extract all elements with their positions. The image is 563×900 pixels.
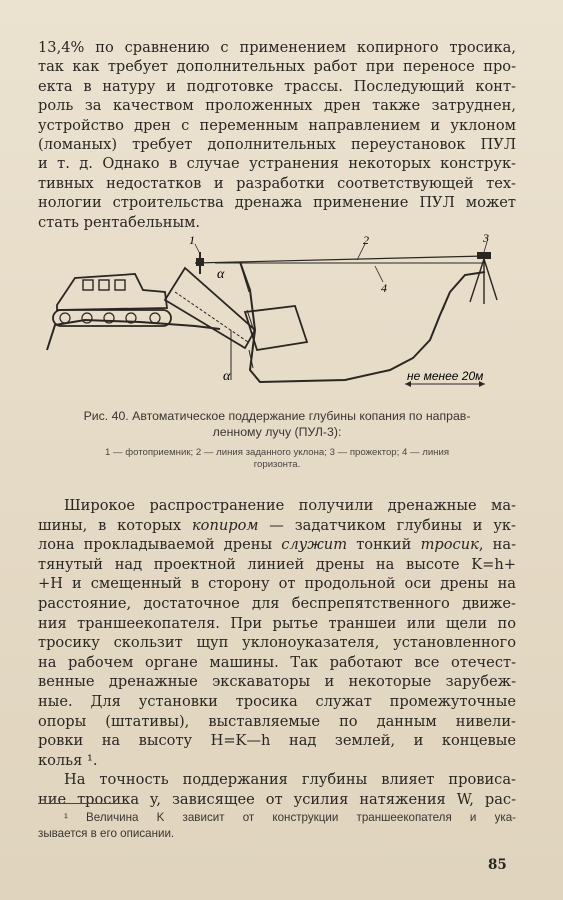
track-wheel xyxy=(82,313,92,323)
text-line: ные. Для установки тросика служат промежуточные xyxy=(38,692,516,710)
text-run: , на- xyxy=(478,536,516,554)
text-line: тивных недостатков и разработки соответствующей тех- xyxy=(38,174,516,192)
text-run: лона прокладываемой дрены xyxy=(38,536,282,554)
digging-boom xyxy=(165,268,255,348)
emphasis: служит xyxy=(281,536,348,554)
text-line: колья ¹. xyxy=(38,751,98,769)
track-wheel xyxy=(60,313,70,323)
text-run: тонкий xyxy=(347,536,421,554)
text-line: устройство дрен с переменным направлением и уклоном xyxy=(38,116,516,134)
photoreceiver xyxy=(196,258,204,266)
tripod-leg xyxy=(470,259,484,302)
text-line: тянутый над проектной линией дрены на высоте K=h+ xyxy=(38,555,516,573)
text-line: 13,4% по сравнению с применением копирного тросика, xyxy=(38,39,516,56)
text-line: ния траншеекопателя. При рытье траншеи или щели по xyxy=(38,614,516,632)
text-line: на рабочем органе машины. Так работают все отечест- xyxy=(38,653,516,671)
text-line: венные дренажные экскаваторы и некоторые зарубеж- xyxy=(38,673,516,691)
text-line: так как требует дополнительных работ при переносе про- xyxy=(38,58,516,76)
text-line: нологии строительства дренажа применение ПУЛ может xyxy=(38,194,516,212)
paragraph-2 xyxy=(38,496,516,810)
text-line: На точность поддержания глубины влияет провиса- xyxy=(64,771,516,789)
footnote xyxy=(38,810,516,841)
text-line: роль за качеством проложенных дрен также затруднен, xyxy=(38,97,516,115)
track-wheel xyxy=(150,313,160,323)
text-line: +H и смещенный в сторону от продольной оси дрены на xyxy=(38,575,516,593)
legend-line: 1 — фотоприемник; 2 — линия заданного уклона; 3 — прожектор; 4 — линия xyxy=(104,447,450,458)
paragraph-1 xyxy=(38,38,516,232)
text-line: стать рентабельным. xyxy=(38,213,201,231)
label-3: 3 xyxy=(483,231,489,245)
ground-left xyxy=(47,320,220,350)
footnote-line: зывается в его описании. xyxy=(38,826,175,840)
cab-window xyxy=(99,280,109,290)
text-line: опоры (штативы), выставляемые по данным нивели- xyxy=(38,712,516,730)
footnote-rule xyxy=(38,803,128,804)
emphasis: копиром xyxy=(191,516,259,534)
text-line: екта в натуру и подготовке трассы. Последующий конт- xyxy=(38,77,516,95)
leader-line xyxy=(195,244,200,254)
footnote-line: ¹ Величина K зависит от конструкции траншеекопателя и ука- xyxy=(64,811,516,824)
text-line: ние тросика y, зависящее от усилия натяжения W, рас- xyxy=(38,790,516,808)
text-run: шины, в которых xyxy=(38,516,192,534)
text-line: тросику скользит щуп уклоноуказателя, установленного xyxy=(38,634,516,652)
cab-window xyxy=(115,280,125,290)
leader-line xyxy=(375,266,383,282)
emphasis: тросик xyxy=(420,536,479,554)
text-line: (ломаных) требует дополнительных переустановок ПУЛ xyxy=(38,136,516,154)
machine-cab xyxy=(57,274,167,310)
text-line xyxy=(38,535,516,555)
figure-legend xyxy=(38,447,516,471)
caption-line: ленному лучу (ПУЛ-3): xyxy=(212,425,342,439)
text-line: расстояние, достаточное для беспрепятственного движе- xyxy=(38,594,516,612)
text-line xyxy=(38,516,516,536)
legend-line: горизонта. xyxy=(253,459,301,470)
caption-line: Рис. 40. Автоматическое поддержание глубины копания по направ- xyxy=(83,409,471,423)
alpha-top: α xyxy=(217,267,225,282)
cab-window xyxy=(83,280,93,290)
figure-40-diagram xyxy=(45,230,523,400)
page-number: 85 xyxy=(488,857,507,873)
excavator-diagram-svg xyxy=(45,230,523,400)
slope-line xyxy=(195,256,485,263)
distance-label: не менее 20м xyxy=(407,369,484,383)
alpha-bottom: α xyxy=(223,369,231,384)
tripod-leg xyxy=(484,259,497,300)
label-4: 4 xyxy=(381,281,387,295)
trench-profile xyxy=(240,262,485,382)
text-line: ровки на высоту H=K—h над землей, и концевые xyxy=(38,732,516,750)
projector xyxy=(477,252,491,259)
label-1: 1 xyxy=(189,233,195,247)
text-line: Широкое распространение получили дренажные ма- xyxy=(64,497,516,514)
label-2: 2 xyxy=(363,233,369,247)
figure-caption xyxy=(38,408,516,440)
text-run: — задатчиком глубины и ук- xyxy=(258,516,516,534)
boom-chain xyxy=(175,292,248,342)
text-line: и т. д. Однако в случае устранения некоторых конструк- xyxy=(38,155,516,173)
